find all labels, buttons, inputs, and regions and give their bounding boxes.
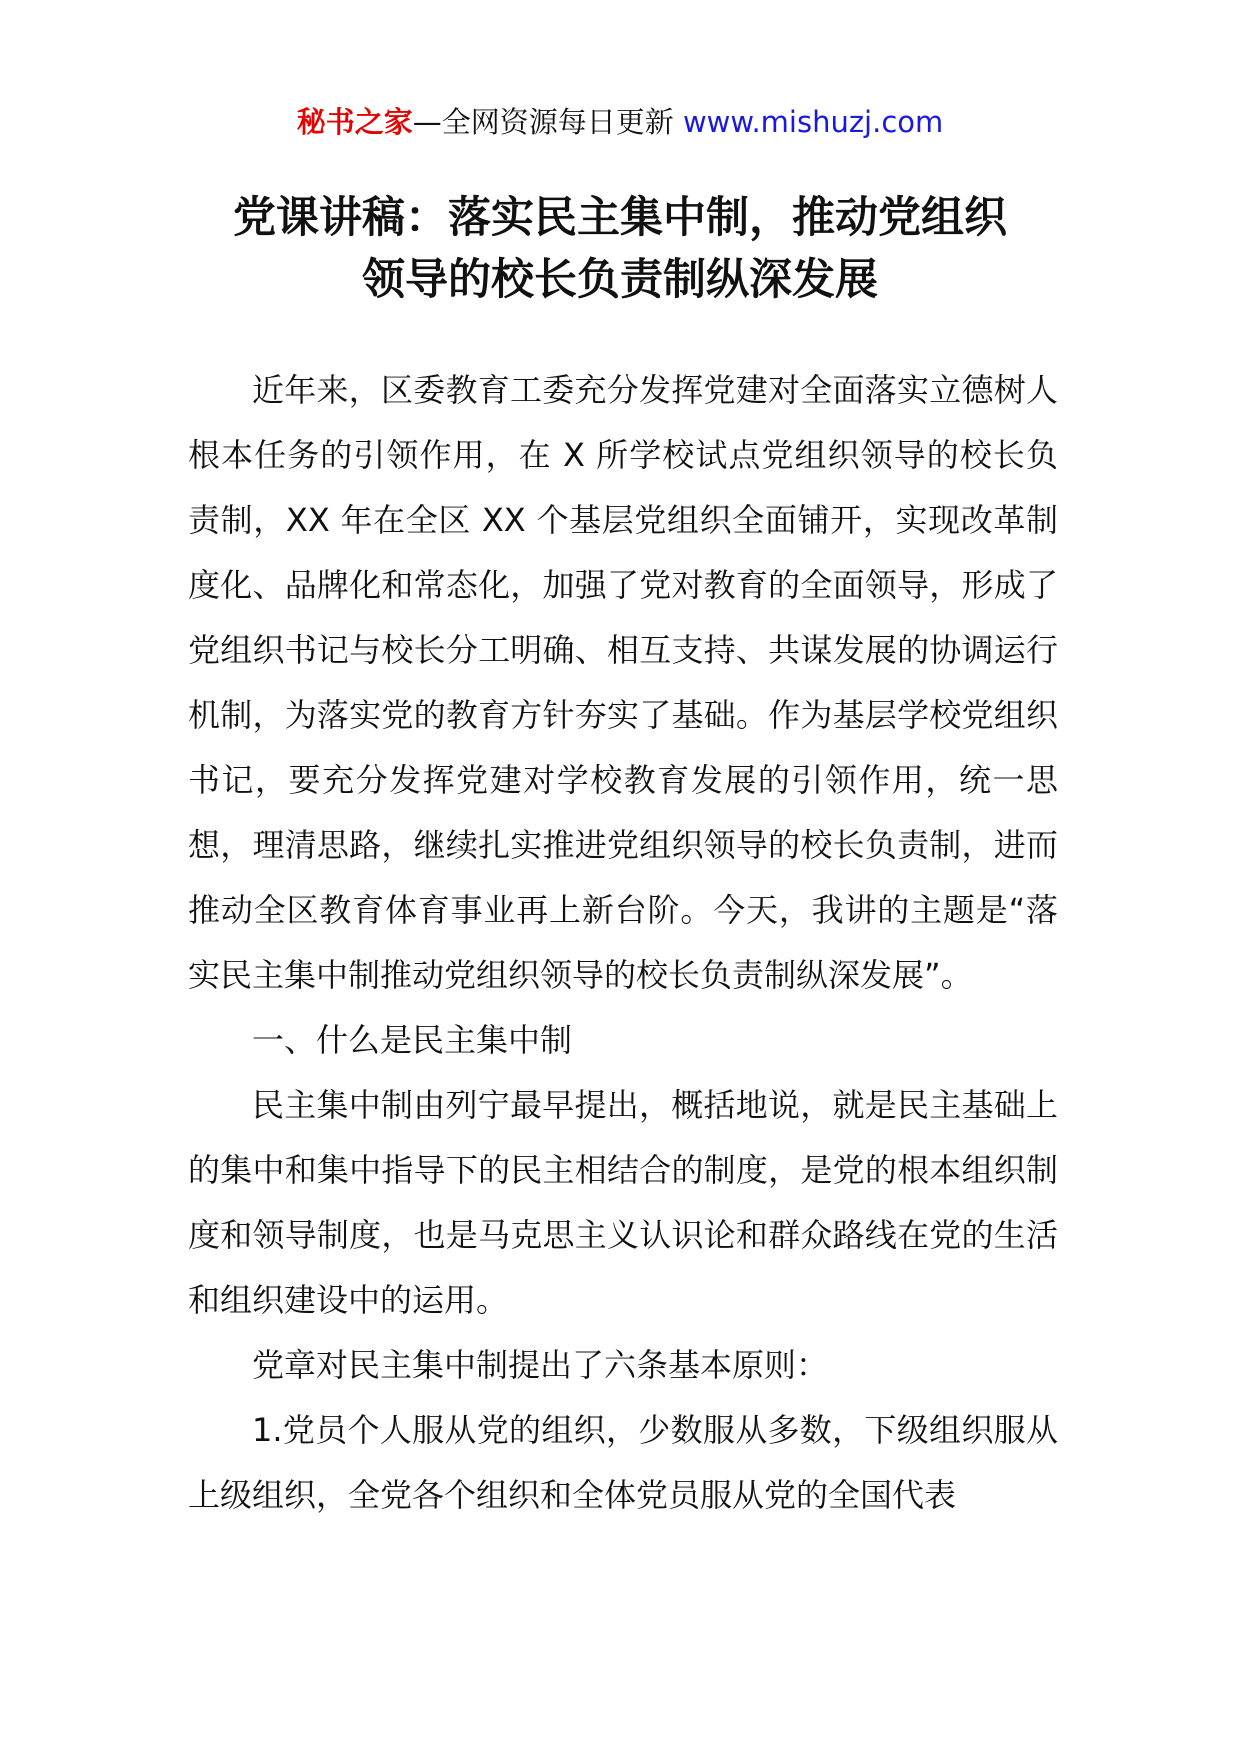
principles-intro: 党章对民主集中制提出了六条基本原则： bbox=[252, 1346, 829, 1384]
banner-tagline: —全网资源每日更新 bbox=[412, 105, 683, 139]
site-url-link[interactable]: www.mishuzj.com bbox=[682, 105, 944, 139]
section-heading-1: 一、什么是民主集中制 bbox=[252, 1021, 573, 1059]
title-line-1: 党课讲稿：落实民主集中制，推动党组织 bbox=[233, 192, 1007, 243]
definition-paragraph: 民主集中制由列宁最早提出，概括地说，就是民主基础上的集中和集中指导下的民主相结合的制度，是党的根本组织制度和领导制度，也是马克思主义认识论和群众路线在党的生活和组织建设中的运用。 bbox=[188, 1086, 1058, 1319]
brand-name: 秘书之家 bbox=[296, 105, 413, 139]
document-body bbox=[188, 358, 1058, 1528]
document-title bbox=[0, 187, 1240, 311]
site-banner bbox=[0, 100, 1240, 144]
intro-paragraph: 近年来，区委教育工委充分发挥党建对全面落实立德树人根本任务的引领作用，在 X 所学校试点党组织领导的校长负责制，XX 年在全区 XX 个基层党组织全面铺开，实现改革制度化、品牌化和常态化，加强了党对教育的全面领导，形成了党组织书记与校长分工明确、相互支持、共谋发展的协调运行机制，为落实党的教育方针夯实了基础。作为基层学校党组织书记，要充分发挥党建对学校教育发展的引领作用，统一思想，理清思路，继续扎实推进党组织领导的校长负责制，进而推动全区教育体育事业再上新台阶。今天，我讲的主题是“落实民主集中制推动党组织领导的校长负责制纵深发展”。 bbox=[188, 371, 1058, 994]
title-line-2: 领导的校长负责制纵深发展 bbox=[362, 254, 878, 305]
principle-1-paragraph: 1.党员个人服从党的组织，少数服从多数，下级组织服从上级组织，全党各个组织和全体党员服从党的全国代表 bbox=[188, 1411, 1058, 1514]
